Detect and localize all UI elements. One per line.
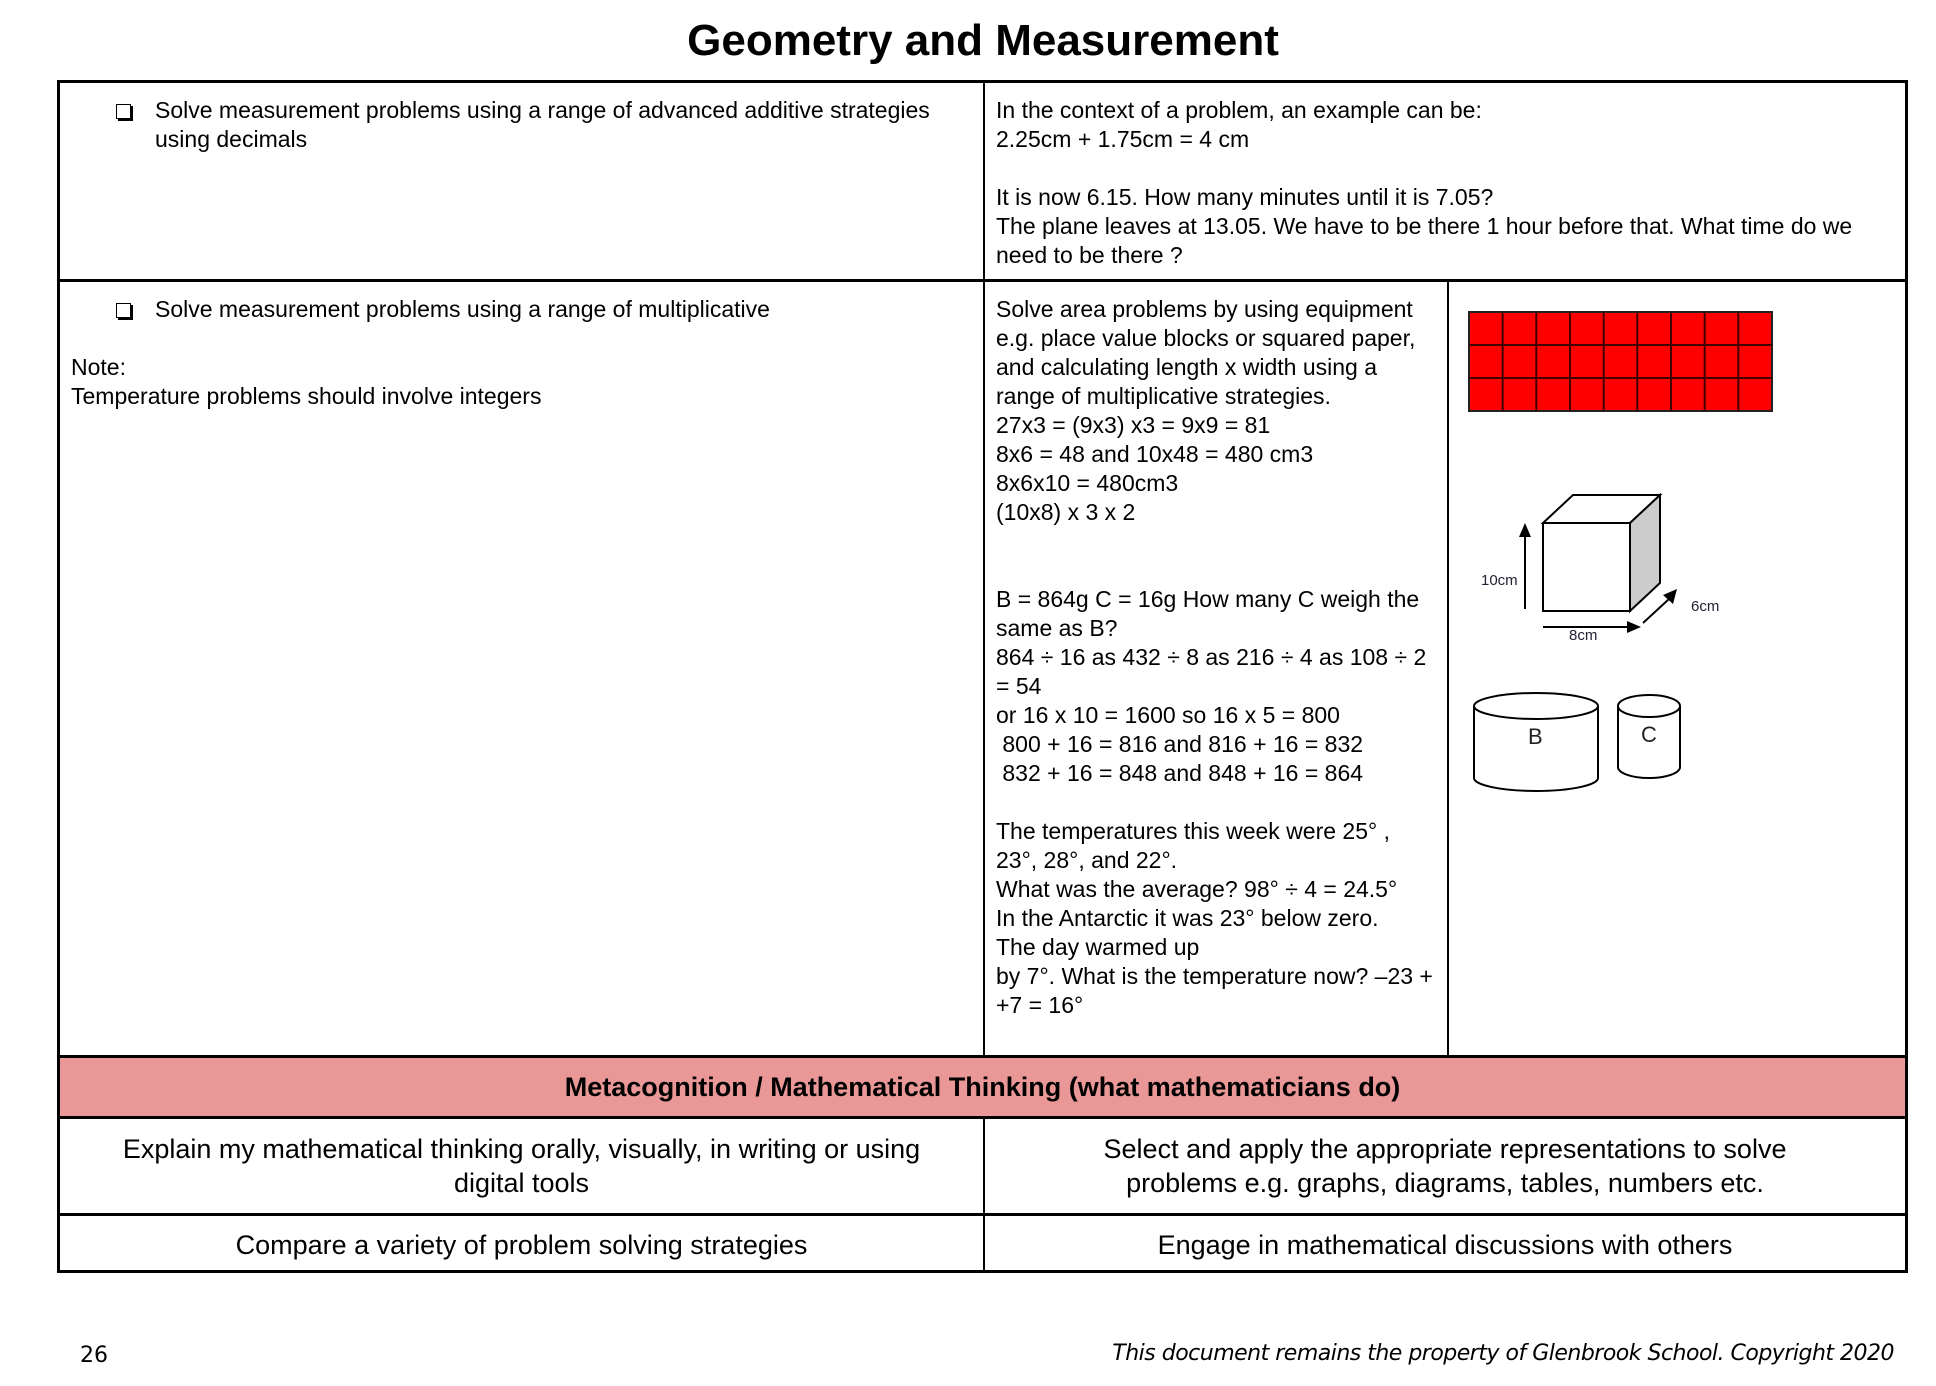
checkbox-icon: [116, 104, 131, 119]
note-label: Note:: [71, 354, 126, 380]
checkbox-icon: [116, 303, 131, 318]
example-line: Solve area problems by using equipment e.g. place value blocks or squared paper, and calculating length x width using a range of multiplicative strategies.: [996, 296, 1416, 409]
row2-example-cell: [985, 282, 1447, 1054]
objective-item: [116, 96, 963, 154]
example-line: 2.25cm + 1.75cm = 4 cm: [996, 126, 1250, 152]
example-line: B = 864g C = 16g How many C weigh the same as B?: [996, 586, 1420, 641]
width-label: 8cm: [1569, 627, 1598, 643]
example-line: The temperatures this week were 25° , 23°, 28°, and 22°.: [996, 818, 1390, 873]
metacognition-item-text: Explain my mathematical thinking orally, visually, in writing or using digital tools: [122, 1134, 921, 1198]
example-line: It is now 6.15. How many minutes until it is 7.05?: [996, 184, 1494, 210]
note-text: Temperature problems should involve integers: [71, 383, 542, 409]
row2-figure-cell: [1449, 282, 1905, 1054]
example-line: or 16 x 10 = 1600 so 16 x 5 = 800: [996, 702, 1340, 728]
example-line: What was the average? 98° ÷ 4 = 24.5°: [996, 876, 1398, 902]
row1-objective-cell: [60, 83, 983, 279]
metacognition-item: [985, 1119, 1905, 1213]
example-line: 832 + 16 = 848 and 848 + 16 = 864: [996, 760, 1364, 786]
cylinder-c-label: C: [1641, 722, 1657, 747]
example-line: [996, 154, 1891, 183]
metacognition-header: [60, 1058, 1905, 1116]
metacognition-item: [985, 1216, 1905, 1273]
copyright-notice: This document remains the property of Glenbrook School. Copyright 2020: [1112, 1341, 1894, 1366]
row1-example-cell: [985, 83, 1905, 279]
area-grid-figure: [1468, 311, 1778, 413]
example-line: by 7°. What is the temperature now? –23 + +7 = 16°: [996, 963, 1433, 1018]
cylinder-b-label: B: [1528, 724, 1543, 749]
example-line: The plane leaves at 13.05. We have to be there 1 hour before that. What time do we need to be there ?: [996, 213, 1853, 268]
metacognition-item: [60, 1119, 983, 1213]
objective-item: [71, 295, 963, 324]
curriculum-table: [57, 80, 1908, 1273]
metacognition-item-text: Engage in mathematical discussions with others: [1157, 1229, 1733, 1260]
cylinders-figure: [1469, 682, 1709, 802]
example-line: In the Antarctic it was 23° below zero.: [996, 905, 1379, 931]
example-line: 800 + 16 = 816 and 816 + 16 = 832: [996, 731, 1364, 757]
objective-text: Solve measurement problems using a range of multiplicative: [155, 296, 770, 322]
example-line: 864 ÷ 16 as 432 ÷ 8 as 216 ÷ 4 as 108 ÷ 2 = 54: [996, 644, 1427, 699]
page-number: 26: [80, 1343, 108, 1368]
depth-label: 6cm: [1691, 598, 1720, 615]
page-title: Geometry and Measurement: [687, 16, 1279, 65]
metacognition-item-text: Select and apply the appropriate representations to solve problems e.g. graphs, diagrams, tables, numbers etc.: [1103, 1134, 1787, 1198]
row2-objective-cell: [60, 282, 983, 1054]
example-line: 8x6x10 = 480cm3: [996, 470, 1179, 496]
height-label: 10cm: [1481, 572, 1518, 589]
metacognition-item: [60, 1216, 983, 1273]
example-line: In the context of a problem, an example can be:: [996, 97, 1482, 123]
example-line: (10x8) x 3 x 2: [996, 499, 1136, 525]
rectangular-prism-figure: [1479, 483, 1749, 643]
metacognition-item-text: Compare a variety of problem solving strategies: [235, 1229, 808, 1260]
objective-text: Solve measurement problems using a range of advanced additive strategies using decimals: [155, 97, 930, 152]
example-line: The day warmed up: [996, 934, 1200, 960]
example-line: 8x6 = 48 and 10x48 = 480 cm3: [996, 441, 1314, 467]
metacognition-header-text: Metacognition / Mathematical Thinking (what mathematicians do): [564, 1071, 1401, 1102]
example-line: 27x3 = (9x3) x3 = 9x9 = 81: [996, 412, 1271, 438]
